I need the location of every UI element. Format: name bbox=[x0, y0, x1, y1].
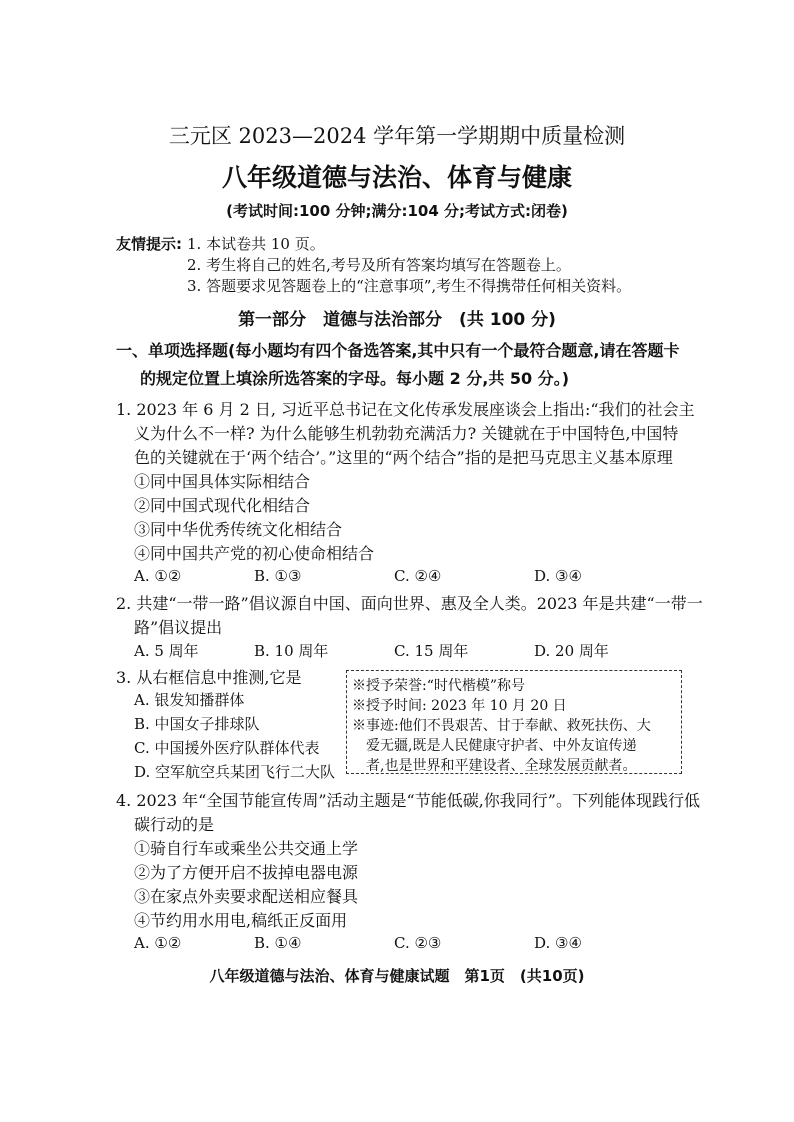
q3-box-line2: ※授予时间: 2023 年 10 月 20 日 bbox=[352, 698, 567, 714]
section-heading-line1: 一、单项选择题(每小题均有四个备选答案,其中只有一个最符合题意,请在答题卡 bbox=[116, 341, 680, 360]
q3-box-line1: ※授予荣誉:“时代楷模”称号 bbox=[352, 678, 526, 694]
q2-option-d: D. 20 周年 bbox=[534, 642, 609, 660]
section-heading-line2: 的规定位置上填涂所选答案的字母。每小题 2 分,共 50 分。) bbox=[140, 369, 570, 388]
exam-title-region: 三元区 2023—2024 学年第一学期期中质量检测 bbox=[168, 124, 626, 148]
q1-line2: 义为什么不一样? 为什么能够生机勃勃充满活力? 关键就在于中国特色,中国特 bbox=[134, 424, 679, 443]
q3-option-b: B. 中国女子排球队 bbox=[134, 715, 260, 733]
q1-item-2: ②同中国式现代化相结合 bbox=[134, 496, 311, 515]
tip-item-3: 3. 答题要求见答题卷上的“注意事项”,考生不得携带任何相关资料。 bbox=[187, 277, 632, 295]
q1-option-b: B. ①③ bbox=[254, 567, 302, 585]
q1-option-d: D. ③④ bbox=[534, 567, 582, 585]
q4-item-2: ②为了方便开启不拔掉电器电源 bbox=[134, 863, 359, 882]
q2-option-a: A. 5 周年 bbox=[134, 642, 199, 660]
q4-option-b: B. ①④ bbox=[254, 934, 302, 952]
q1-item-4: ④同中国共产党的初心使命相结合 bbox=[134, 544, 375, 563]
q4-option-d: D. ③④ bbox=[534, 934, 582, 952]
q3-option-c: C. 中国援外医疗队群体代表 bbox=[134, 739, 320, 757]
q3-option-a: A. 银发知播群体 bbox=[134, 691, 245, 709]
tip-item-2: 2. 考生将自己的姓名,考号及所有答案均填写在答题卷上。 bbox=[187, 256, 571, 274]
q2-option-b: B. 10 周年 bbox=[254, 642, 329, 660]
q1-option-a: A. ①② bbox=[134, 567, 182, 585]
exam-info: (考试时间:100 分钟;满分:104 分;考试方式:闭卷) bbox=[226, 202, 568, 220]
page-footer: 八年级道德与法治、体育与健康试题 第1页 (共10页) bbox=[209, 967, 585, 985]
q4-item-3: ③在家点外卖要求配送相应餐具 bbox=[134, 887, 359, 906]
q3-stem: 3. 从右框信息中推测,它是 bbox=[116, 668, 302, 687]
q1-line1: 1. 2023 年 6 月 2 日, 习近平总书记在文化传承发展座谈会上指出:“我们的社会主 bbox=[116, 400, 695, 419]
q1-item-1: ①同中国具体实际相结合 bbox=[134, 472, 311, 491]
exam-subject-title: 八年级道德与法治、体育与健康 bbox=[221, 163, 572, 192]
q1-option-c: C. ②④ bbox=[394, 567, 442, 585]
q3-box-line3: ※事迹:他们不畏艰苦、甘于奉献、救死扶伤、大 bbox=[352, 718, 651, 734]
q4-item-4: ④节约用水用电,稿纸正反面用 bbox=[134, 911, 348, 930]
q2-line2: 路”倡议提出 bbox=[134, 618, 223, 637]
tips-label: 友情提示: bbox=[116, 235, 182, 253]
q3-box-line5: 者,也是世界和平建设者、全球发展贡献者。 bbox=[352, 758, 637, 774]
q1-line3: 色的关键就在于‘两个结合’。”这里的“两个结合”指的是把马克思主义基本原理 bbox=[134, 448, 673, 467]
tip-item-1: 1. 本试卷共 10 页。 bbox=[187, 235, 325, 253]
q4-option-c: C. ②③ bbox=[394, 934, 442, 952]
q2-option-c: C. 15 周年 bbox=[394, 642, 469, 660]
part-title: 第一部分 道德与法治部分 (共 100 分) bbox=[238, 310, 556, 330]
q2-line1: 2. 共建“一带一路”倡议源自中国、面向世界、惠及全人类。2023 年是共建“一带一 bbox=[116, 594, 703, 613]
q1-item-3: ③同中华优秀传统文化相结合 bbox=[134, 520, 343, 539]
q3-box-line4: 爱无疆,既是人民健康守护者、中外友谊传递 bbox=[352, 738, 637, 754]
q4-item-1: ①骑自行车或乘坐公共交通上学 bbox=[134, 839, 359, 858]
q3-option-d: D. 空军航空兵某团飞行二大队 bbox=[134, 763, 336, 781]
q4-line1: 4. 2023 年“全国节能宣传周”活动主题是“节能低碳,你我同行”。下列能体现践行低 bbox=[116, 791, 700, 810]
q4-option-a: A. ①② bbox=[134, 934, 182, 952]
q4-line2: 碳行动的是 bbox=[134, 815, 215, 834]
